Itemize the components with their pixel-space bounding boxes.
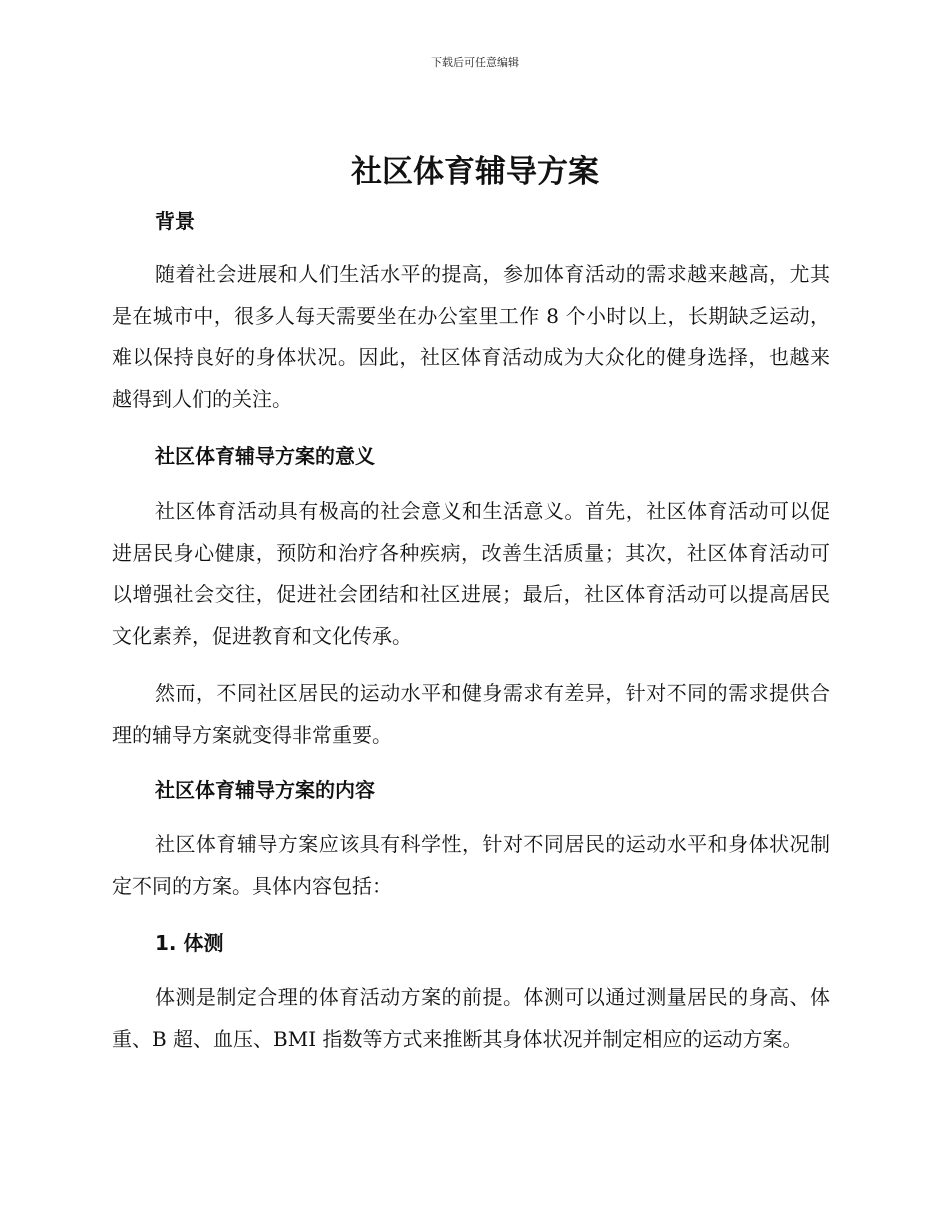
section-heading-significance: 社区体育辅导方案的意义 (155, 444, 375, 468)
paragraph-significance-1: 社区体育活动具有极高的社会意义和生活意义。首先，社区体育活动可以促进居民身心健康，预防和治疗各种疾病，改善生活质量；其次，社区体育活动可以增强社会交往，促进社会团结和社区进展；最后，社区体育活动可以提高居民文化素养，促进教育和文化传承。 (112, 499, 830, 648)
section-heading-background: 背景 (155, 209, 195, 233)
paragraph-significance-2: 然而，不同社区居民的运动水平和健身需求有差异，针对不同的需求提供合理的辅导方案就变得非常重要。 (112, 681, 830, 747)
section-heading-item-1: 1. 体测 (155, 931, 224, 955)
section-heading-content: 社区体育辅导方案的内容 (155, 778, 375, 802)
paragraph-content: 社区体育辅导方案应该具有科学性，针对不同居民的运动水平和身体状况制定不同的方案。具体内容包括： (112, 832, 830, 898)
document-title: 社区体育辅导方案 (351, 154, 599, 190)
paragraph-background: 随着社会进展和人们生活水平的提高，参加体育活动的需求越来越高，尤其是在城市中，很多人每天需要坐在办公室里工作 8 个小时以上，长期缺乏运动，难以保持良好的身体状况。因此，社区体育活动成为大众化的健身选择，也越来越得到人们的关注。 (112, 262, 830, 411)
paragraph-item-1: 体测是制定合理的体育活动方案的前提。体测可以通过测量居民的身高、体重、B 超、血压、BMI 指数等方式来推断其身体状况并制定相应的运动方案。 (112, 985, 830, 1051)
page-header: 下载后可任意编辑 (431, 56, 519, 69)
